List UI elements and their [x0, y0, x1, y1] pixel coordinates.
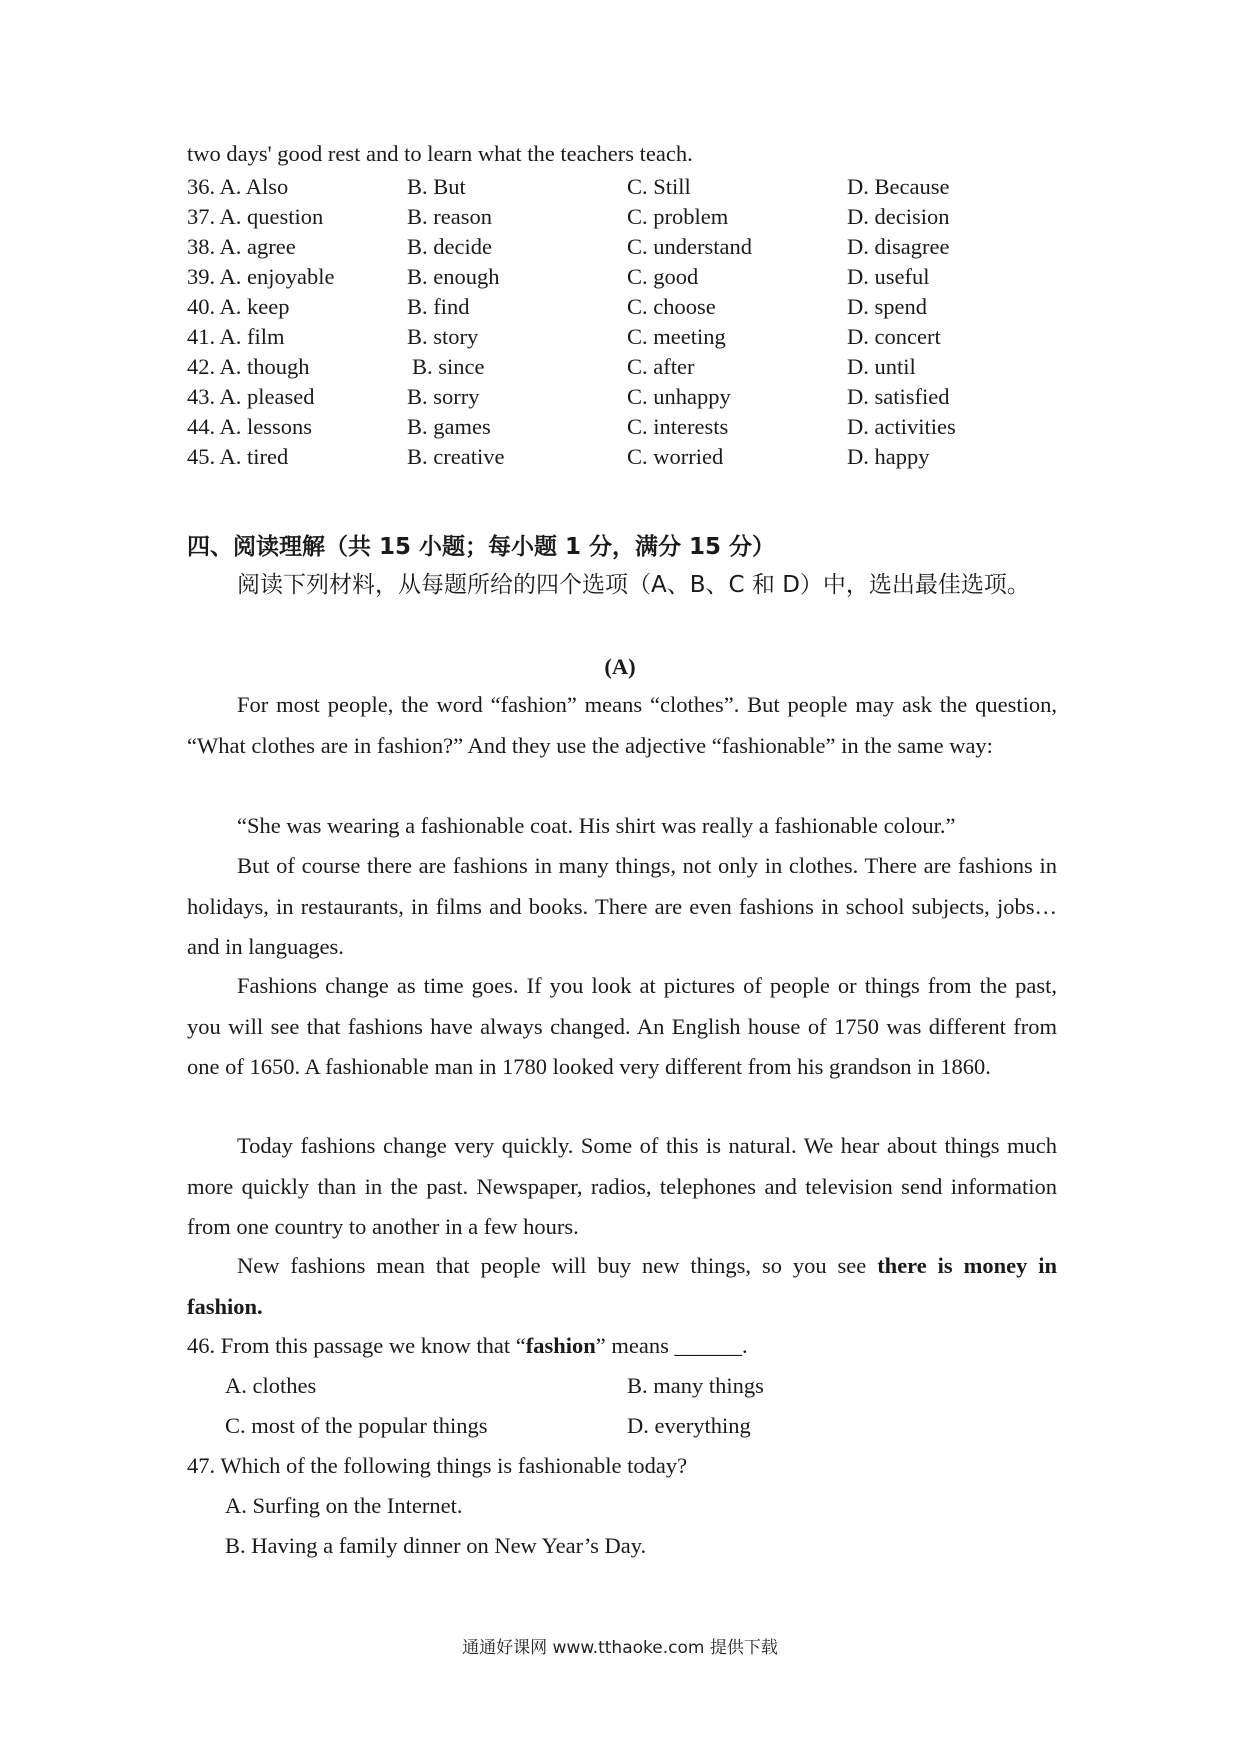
option-a: 45. A. tired	[187, 444, 289, 469]
q46-option-a: A. clothes	[225, 1373, 317, 1398]
paragraph-bold-text: there is money in fashion.	[187, 1253, 1057, 1319]
option-row-36	[187, 170, 1077, 203]
question-46	[187, 1331, 748, 1361]
option-row-39	[187, 260, 1077, 293]
option-a: 41. A. film	[187, 324, 285, 349]
option-c: C. choose	[627, 294, 716, 319]
option-a: 40. A. keep	[187, 294, 290, 319]
option-a: 36. A. Also	[187, 174, 289, 199]
option-d: D. Because	[847, 174, 950, 199]
question-47: 47. Which of the following things is fashionable today?	[187, 1453, 688, 1478]
option-b: B. decide	[407, 234, 492, 259]
page-footer: 通通好课网 www.tthaoke.com 提供下载	[462, 1638, 778, 1658]
option-c: C. good	[627, 264, 699, 289]
option-d: D. until	[847, 354, 916, 379]
paragraph-text: But of course there are fashions in many things, not only in clothes. There are fashions in holidays, in restaurants, in films and books. There are even fashions in school subjects, jobs…and in languages.	[187, 853, 1057, 959]
option-row-44	[187, 410, 1077, 443]
option-d: D. happy	[847, 444, 930, 469]
option-c: C. unhappy	[627, 384, 731, 409]
option-c: C. after	[627, 354, 695, 379]
q47-option-b: B. Having a family dinner on New Year’s Day.	[225, 1533, 647, 1558]
q46-option-c: C. most of the popular things	[225, 1413, 488, 1438]
option-d: D. useful	[847, 264, 930, 289]
paragraph-text: “She was wearing a fashionable coat. His shirt was really a fashionable colour.”	[237, 813, 956, 838]
option-a: 43. A. pleased	[187, 384, 315, 409]
q46-option-b: B. many things	[627, 1373, 764, 1398]
option-row-41	[187, 320, 1077, 353]
passage-paragraph-5	[187, 1126, 1057, 1248]
option-d: D. activities	[847, 414, 956, 439]
passage-paragraph-2	[187, 806, 1057, 847]
option-b: B. find	[407, 294, 470, 319]
option-a: 37. A. question	[187, 204, 324, 229]
option-c: C. worried	[627, 444, 724, 469]
option-c: C. meeting	[627, 324, 726, 349]
paragraph-text: New fashions mean that people will buy new things, so you see	[237, 1253, 878, 1278]
option-row-43	[187, 380, 1077, 413]
passage-paragraph-6	[187, 1246, 1057, 1327]
option-a: 38. A. agree	[187, 234, 296, 259]
option-d: D. concert	[847, 324, 941, 349]
option-c: C. interests	[627, 414, 729, 439]
option-c: C. problem	[627, 204, 729, 229]
question-stem-pre: 46. From this passage we know that “	[187, 1333, 526, 1358]
option-b: B. sorry	[407, 384, 480, 409]
option-b: B. reason	[407, 204, 492, 229]
option-d: D. satisfied	[847, 384, 950, 409]
option-b: B. games	[407, 414, 491, 439]
paragraph-text: Fashions change as time goes. If you look at pictures of people or things from the past, you will see that fashions have always changed. An English house of 1750 was different from one of 1650. A fashionable man in 1780 looked very different from his grandson in 1860.	[187, 973, 1057, 1079]
option-b: B. But	[407, 174, 466, 199]
question-stem-post: ” means ______.	[595, 1333, 748, 1358]
option-a: 39. A. enjoyable	[187, 264, 335, 289]
option-d: D. disagree	[847, 234, 950, 259]
section-heading: 四、阅读理解（共 15 小题；每小题 1 分，满分 15 分）	[187, 534, 776, 560]
option-b: B. since	[412, 354, 485, 379]
passage-paragraph-1	[187, 685, 1057, 766]
option-c: C. understand	[627, 234, 752, 259]
option-b: B. enough	[407, 264, 500, 289]
option-row-38	[187, 230, 1077, 263]
question-keyword: fashion	[525, 1333, 596, 1358]
option-row-45	[187, 440, 1077, 473]
option-row-40	[187, 290, 1077, 323]
q47-option-a: A. Surfing on the Internet.	[225, 1493, 463, 1518]
option-d: D. spend	[847, 294, 927, 319]
passage-label: (A)	[604, 654, 636, 679]
option-row-42	[187, 350, 1077, 383]
option-d: D. decision	[847, 204, 950, 229]
option-row-37	[187, 200, 1077, 233]
continued-passage-line: two days' good rest and to learn what the teachers teach.	[187, 141, 693, 166]
section-instruction: 阅读下列材料，从每题所给的四个选项（A、B、C 和 D）中，选出最佳选项。	[237, 572, 1030, 598]
paragraph-text: Today fashions change very quickly. Some of this is natural. We hear about things much more quickly than in the past. Newspaper, radios, telephones and television send information from one country to another in a few hours.	[187, 1133, 1057, 1239]
option-a: 44. A. lessons	[187, 414, 313, 439]
option-b: B. creative	[407, 444, 505, 469]
option-b: B. story	[407, 324, 479, 349]
option-c: C. Still	[627, 174, 691, 199]
q46-option-d: D. everything	[627, 1413, 751, 1438]
option-a: 42. A. though	[187, 354, 310, 379]
passage-paragraph-3	[187, 846, 1057, 968]
passage-paragraph-4	[187, 966, 1057, 1088]
paragraph-text: For most people, the word “fashion” means “clothes”. But people may ask the question, “What clothes are in fashion?” And they use the adjective “fashionable” in the same way:	[187, 692, 1057, 758]
